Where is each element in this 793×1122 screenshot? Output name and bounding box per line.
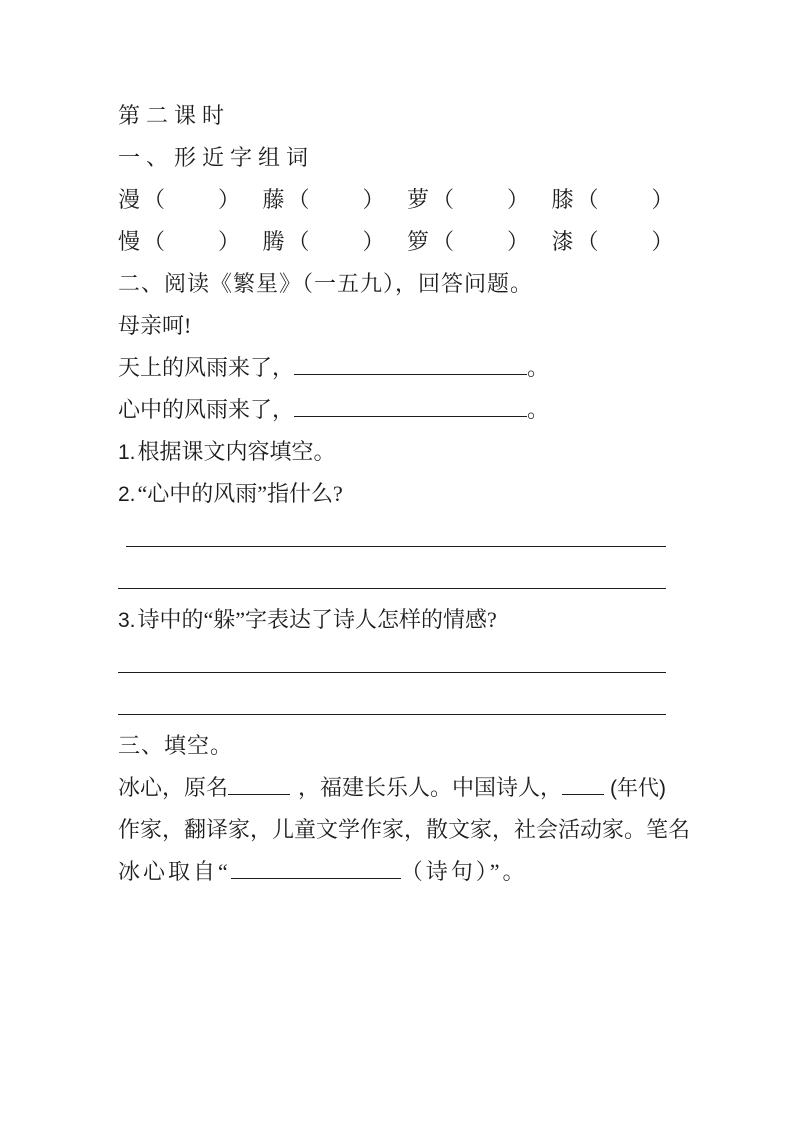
question-3-text: 诗中的“躲”字表达了诗人怎样的情感?	[137, 607, 497, 632]
question-2-text: “心中的风雨”指什么?	[137, 481, 343, 506]
answer-blank	[231, 856, 401, 879]
question-2	[118, 473, 708, 515]
question-1-number: 1.	[118, 441, 136, 464]
word-pair: 萝（ ）	[407, 187, 533, 212]
fill-text: （诗句）”。	[400, 859, 528, 884]
poem-line-2-text: 天上的风雨来了，	[118, 355, 295, 380]
word-pair: 慢（ ）	[118, 229, 244, 254]
section2-heading: 二、阅读《繁星》（一五九），回答问题。	[118, 271, 534, 296]
poem-line-1: 母亲呵!	[118, 313, 192, 338]
answer-line	[118, 683, 666, 715]
word-pair: 膝（ ）	[551, 187, 677, 212]
word-pair: 漆（ ）	[551, 229, 677, 254]
answer-line-row	[118, 641, 708, 683]
poem-line-2-period: 。	[527, 355, 550, 380]
fill-text-latin: (年代)	[610, 777, 667, 800]
answer-line-row	[118, 683, 708, 725]
question-3-number: 3.	[118, 609, 136, 632]
question-1	[118, 431, 708, 473]
answer-blank	[294, 352, 527, 375]
answer-line-row	[118, 515, 708, 557]
question-3	[118, 599, 708, 641]
section1-row2	[118, 221, 708, 263]
section3-line-3	[118, 851, 708, 893]
poem-line-3-period: 。	[527, 397, 550, 422]
fill-text: 冰心，原名	[118, 775, 229, 800]
fill-text: 冰心取自“	[118, 859, 231, 884]
poem-line-3-text: 心中的风雨来了，	[118, 397, 295, 422]
word-pair: 箩（ ）	[407, 229, 533, 254]
word-pair: 腾（ ）	[262, 229, 388, 254]
answer-blank	[228, 772, 290, 795]
poem-line-2	[118, 347, 708, 389]
word-pair: 藤（ ）	[262, 187, 388, 212]
question-2-number: 2.	[118, 483, 136, 506]
answer-blank	[294, 394, 527, 417]
answer-line	[126, 515, 666, 547]
question-1-text: 根据课文内容填空。	[137, 439, 336, 464]
section3-line-1	[118, 767, 708, 809]
page-title: 第二课时	[118, 103, 231, 128]
word-pair: 漫（ ）	[118, 187, 244, 212]
section3-line-2: 作家，翻译家，儿童文学作家，散文家，社会活动家。笔名	[118, 817, 691, 842]
poem-line-3	[118, 389, 708, 431]
section1-row1	[118, 179, 708, 221]
answer-line	[118, 641, 666, 673]
section1-heading: 一、形近字组词	[118, 145, 315, 170]
fill-text: ，福建长乐人。中国诗人，	[298, 775, 563, 800]
worksheet-content	[118, 95, 708, 893]
answer-line	[118, 557, 666, 589]
answer-line-row	[118, 557, 708, 599]
section3-heading: 三、填空。	[118, 733, 234, 758]
answer-blank	[562, 772, 604, 795]
